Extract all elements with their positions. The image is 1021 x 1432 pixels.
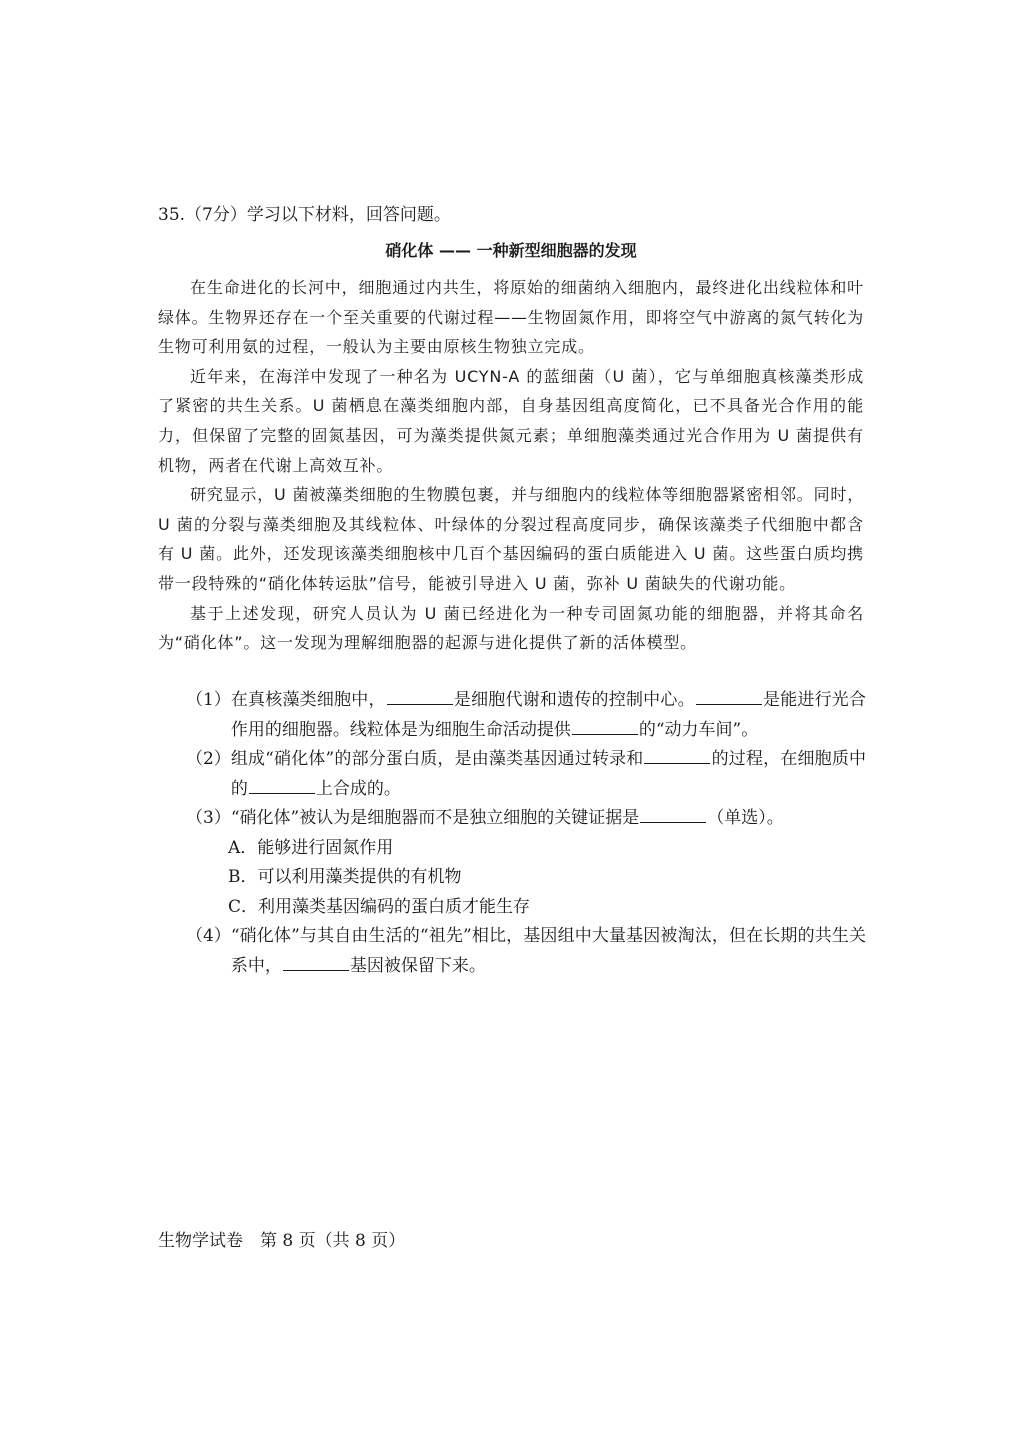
answer-blank[interactable] <box>249 776 315 794</box>
text-segment: 的“动力车间”。 <box>638 719 759 740</box>
text-segment: 组成“硝化体”的部分蛋白质，是由藻类基因通过转录和 <box>230 749 644 769</box>
material-paragraph: 研究显示，U 菌被藻类细胞的生物膜包裹，并与细胞内的线粒体等细胞器紧密相邻。同时，U 菌的分裂与藻类细胞及其线粒体、叶绿体的分裂过程高度同步，确保该藻类子代细胞中都含有 U 菌。此外，还发现该藻类细胞核中几百个基因编码的蛋白质能进入 U 菌。这些蛋白质均携带一段特殊的“硝化体转运肽”信号，能被引导进入 U 菌，弥补 U 菌缺失的代谢功能。 <box>158 485 864 593</box>
sub-question-text <box>231 745 866 804</box>
choice-option-c: C．利用藻类基因编码的蛋白质才能生存 <box>228 896 531 917</box>
material-title: 硝化体 —— 一种新型细胞器的发现 <box>385 241 637 260</box>
answer-blank[interactable] <box>644 746 710 764</box>
question-header: 35.（7分）学习以下材料，回答问题。 <box>158 205 451 225</box>
text-segment: 是能进行光合作用的细胞器。线粒体是为细胞生命活动提供 <box>230 690 867 740</box>
sub-question-number: （2） <box>186 749 231 769</box>
sub-question-1 <box>186 686 866 745</box>
text-segment: （单选）。 <box>707 808 784 828</box>
sub-question-text <box>231 686 866 745</box>
sub-question-text <box>231 804 866 834</box>
sub-question-4 <box>186 922 866 981</box>
text-segment: 上合成的。 <box>315 778 401 799</box>
sub-question-number: （4） <box>186 926 231 946</box>
answer-blank[interactable] <box>387 687 453 705</box>
answer-blank[interactable] <box>572 717 638 735</box>
text-segment: “硝化体”与其自由生活的“祖先”相比，基因组中大量基因被淘汰，但在长期的共生关系中， <box>230 926 866 976</box>
material-paragraph: 基于上述发现，研究人员认为 U 菌已经进化为一种专司固氮功能的细胞器，并将其命名为“硝化体”。这一发现为理解细胞器的起源与进化提供了新的活体模型。 <box>158 603 864 653</box>
material-paragraph: 在生命进化的长河中，细胞通过内共生，将原始的细菌纳入细胞内，最终进化出线粒体和叶绿体。生物界还存在一个至关重要的代谢过程——生物固氮作用，即将空气中游离的氮气转化为生物可利用氨的过程，一般认为主要由原核生物独立完成。 <box>158 278 864 357</box>
choice-option-a: A．能够进行固氮作用 <box>228 837 394 858</box>
reading-material <box>158 273 864 658</box>
text-segment: 在真核藻类细胞中， <box>230 690 386 710</box>
answer-blank[interactable] <box>283 953 349 971</box>
answer-blank[interactable] <box>696 687 762 705</box>
question-list <box>186 686 866 981</box>
material-paragraph: 近年来，在海洋中发现了一种名为 UCYN-A 的蓝细菌（U 菌），它与单细胞真核藻类形成了紧密的共生关系。U 菌栖息在藻类细胞内部，自身基因组高度简化，已不具备光合作用的能力，但保留了完整的固氮基因，可为藻类提供氮元素；单细胞藻类通过光合作用为 U 菌提供有机物，两者在代谢上高效互补。 <box>158 366 864 475</box>
text-segment: 基因被保留下来。 <box>349 955 486 976</box>
sub-question-number: （1） <box>186 690 231 710</box>
text-segment: “硝化体”被认为是细胞器而不是独立细胞的关键证据是 <box>230 808 640 828</box>
sub-question-2 <box>186 745 866 804</box>
text-segment: 的过程，在细胞质中的 <box>230 749 866 799</box>
answer-blank[interactable] <box>640 805 706 823</box>
text-segment: 是细胞代谢和遗传的控制中心。 <box>453 690 695 710</box>
sub-question-number: （3） <box>186 808 231 828</box>
sub-question-3 <box>186 804 866 834</box>
sub-question-text <box>231 922 866 981</box>
page-footer: 生物学试卷 第 8 页（共 8 页） <box>158 1231 406 1251</box>
choice-option-b: B．可以利用藻类提供的有机物 <box>228 867 462 887</box>
